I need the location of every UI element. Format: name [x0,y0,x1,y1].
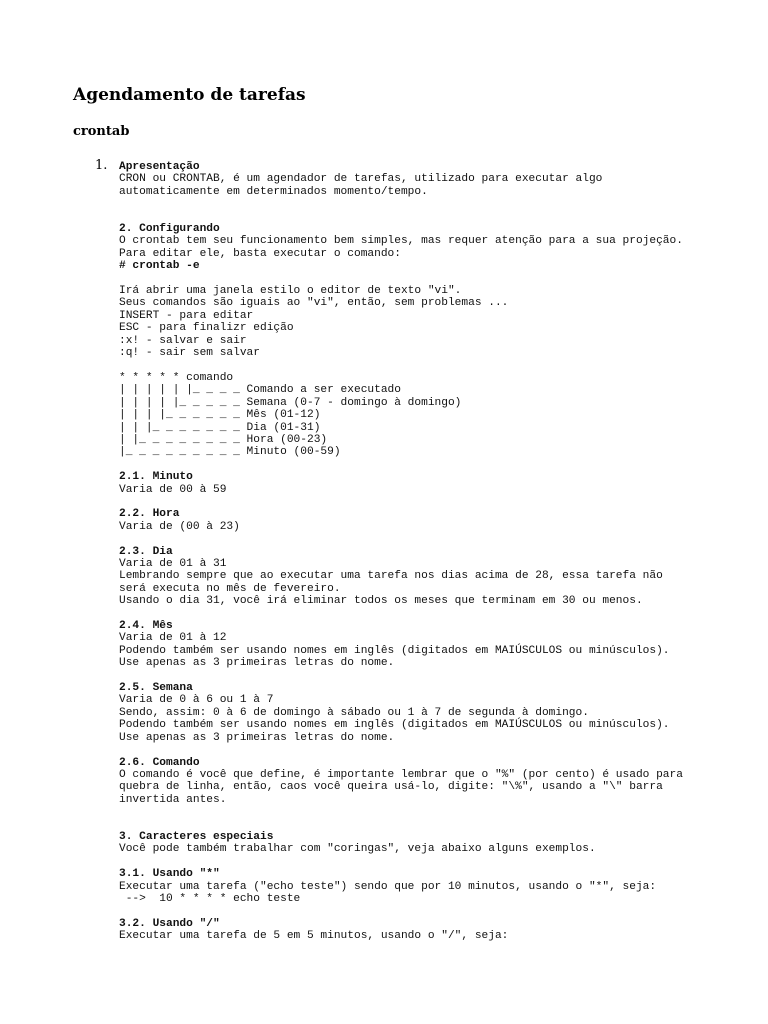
section-heading: 2.6. Comando [119,756,200,769]
text-line: Seus comandos são iguais ao "vi", então, sem problemas ... [119,297,509,310]
section-heading: 2.4. Mês [119,620,173,633]
text-line: Usando o dia 31, você irá eliminar todos os meses que terminam em 30 ou menos. [119,595,643,608]
section-title: crontab [73,124,130,139]
text-line: INSERT - para editar [119,309,254,322]
text-line: automaticamente em determinados momento/tempo. [119,185,428,198]
section-heading: 2.5. Semana [119,682,193,695]
text-line: Para editar ele, basta executar o comando: [119,247,401,260]
text-line: | | | | |_ _ _ _ _ Semana (0-7 - domingo à domingo) [119,396,462,409]
section-heading: Apresentação [119,161,200,173]
text-line: Use apenas as 3 primeiras letras do nome. [119,731,395,744]
document-body [119,161,683,943]
text-line: * * * * * comando [119,371,234,384]
text-line: CRON ou CRONTAB, é um agendador de tarefas, utilizado para executar algo [119,173,603,186]
text-line: Irá abrir uma janela estilo o editor de texto "vi". [119,285,462,298]
text-line: | | | | | |_ _ _ _ Comando a ser executado [119,384,401,397]
page-title: Agendamento de tarefas [73,85,306,105]
text-line: Varia de 01 à 31 [119,558,227,570]
section-heading: # crontab -e [119,260,200,273]
text-line: :x! - salvar e sair [119,334,247,347]
section-heading: 2.3. Dia [119,545,173,558]
section-heading: 3.2. Usando "/" [119,917,220,930]
text-line: :q! - sair sem salvar [119,347,260,360]
section-heading: 2. Configurando [119,223,220,236]
text-line: Varia de 0 à 6 ou 1 à 7 [119,694,274,707]
section-heading: 2.2. Hora [119,508,180,521]
section-heading: 3.1. Usando "*" [119,868,220,881]
text-line: |_ _ _ _ _ _ _ _ _ Minuto (00-59) [119,446,341,459]
text-line: --> 10 * * * * echo teste [119,892,301,905]
text-line: Executar uma tarefa ("echo teste") sendo que por 10 minutos, usando o "*", seja: [119,880,657,893]
text-line: O comando é você que define, é importante lembrar que o "%" (por cento) é usado para [119,768,683,781]
text-line: Varia de (00 à 23) [119,520,240,533]
text-line: Varia de 00 à 59 [119,483,227,496]
section-heading: 2.1. Minuto [119,471,193,484]
text-line: | | | |_ _ _ _ _ _ Mês (01-12) [119,409,321,422]
text-line: será executa no mês de fevereiro. [119,582,341,595]
text-line: O crontab tem seu funcionamento bem simples, mas requer atenção para a sua projeção. [119,235,683,248]
list-number: 1. [95,158,108,173]
text-line: Você pode também trabalhar com "coringas", veja abaixo alguns exemplos. [119,843,596,856]
text-line: Executar uma tarefa de 5 em 5 minutos, usando o "/", seja: [119,930,509,943]
text-line: ESC - para finalizr edição [119,322,294,335]
text-line: Use apenas as 3 primeiras letras do nome. [119,657,395,670]
text-line: | |_ _ _ _ _ _ _ _ Hora (00-23) [119,433,328,446]
text-line: invertida antes. [119,793,227,806]
section-heading: 3. Caracteres especiais [119,830,274,843]
text-line: Sendo, assim: 0 à 6 de domingo à sábado ou 1 à 7 de segunda à domingo. [119,706,589,719]
text-line: Varia de 01 à 12 [119,632,227,645]
text-line: Lembrando sempre que ao executar uma tarefa nos dias acima de 28, essa tarefa não [119,570,663,583]
text-line: Podendo também ser usando nomes em inglês (digitados em MAIÚSCULOS ou minúsculos). [119,719,670,732]
text-line: | | |_ _ _ _ _ _ _ Dia (01-31) [119,421,321,434]
text-line: Podendo também ser usando nomes em inglês (digitados em MAIÚSCULOS ou minúsculos). [119,644,670,657]
text-line: quebra de linha, então, caos você queira usá-lo, digite: "\%", usando a "\" barra [119,781,663,794]
